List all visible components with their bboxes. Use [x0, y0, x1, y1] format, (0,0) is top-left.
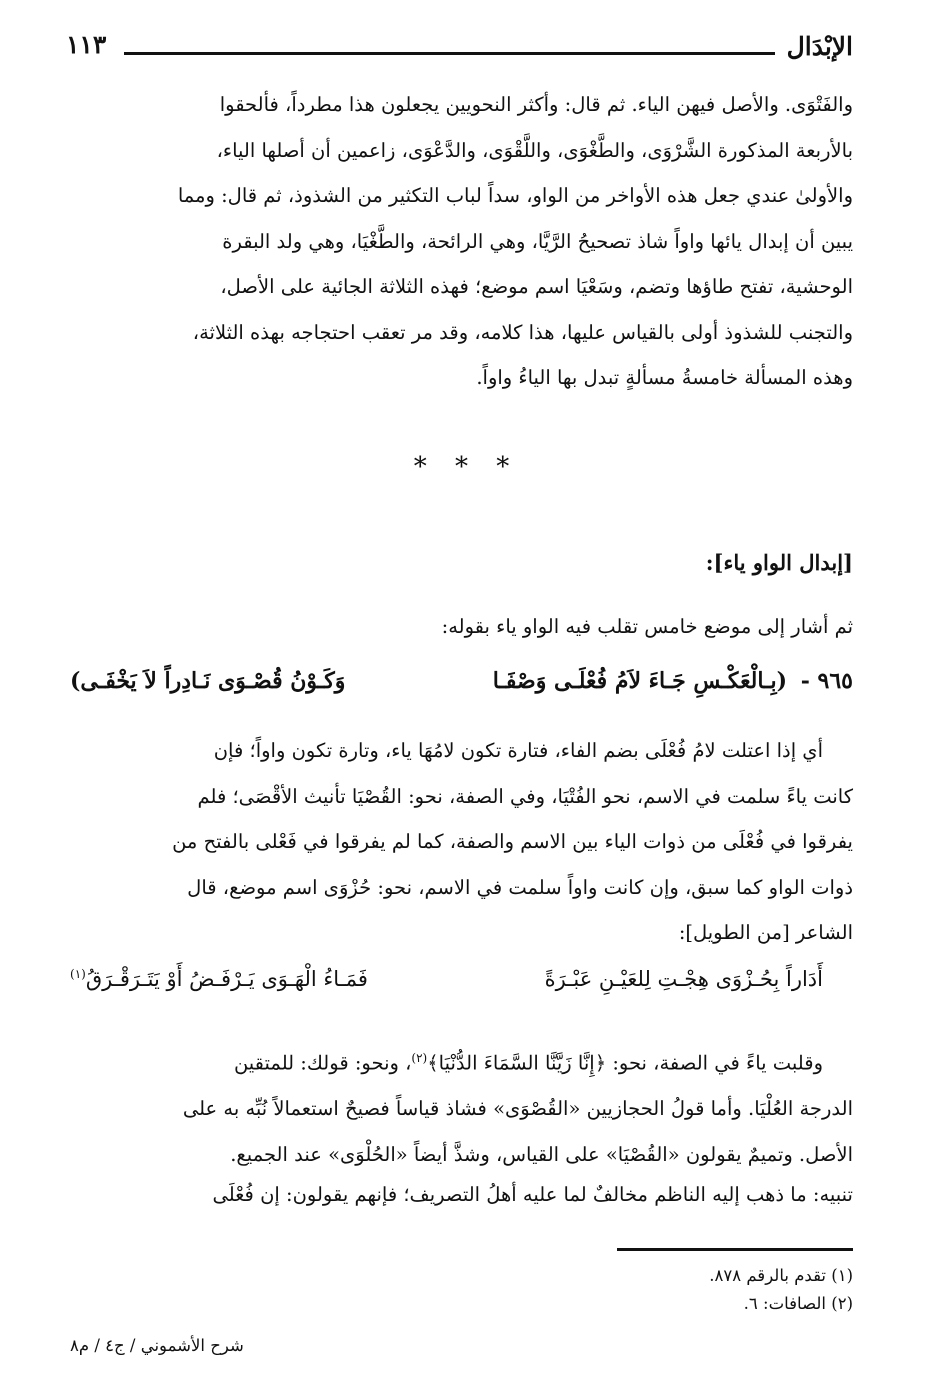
- footnote-item: (٢) الصافات: ٦.: [743, 1294, 853, 1313]
- verse-hemistich-1: (بِـالْعَكْـسِ جَـاءَ لاَمُ فُعْلَـى وَصْفَـا: [492, 668, 788, 694]
- footnote-rule: [617, 1248, 853, 1251]
- verse-965: [70, 668, 853, 694]
- text-line: أي إذا اعتلت لامُ فُعْلَى بضم الفاء، فتارة تكون لامُهَا ياء، وتارة تكون واواً؛ فإن: [213, 739, 823, 762]
- explanation-paragraph: [70, 728, 853, 956]
- text-line: والتجنب للشذوذ أولى بالقياس عليها، هذا كلامه، وقد مر تعقب احتجاجه بهذه الثلاثة،: [192, 320, 853, 344]
- text-line: والفَتْوَى. والأصل فيهن الياء. ثم قال: وأكثر النحويين يجعلون هذا مطرداً، فألحقوا: [219, 93, 853, 116]
- running-header: [66, 32, 853, 66]
- footnotes: [709, 1262, 853, 1318]
- text-line: وهذه المسألة خامسةُ مسألةٍ تبدل بها الياءُ واواً.: [476, 366, 853, 389]
- text-line: [70, 1036, 853, 1177]
- text-line: الوحشية، تفتح طاؤها وتضم، وسَعْيَا اسم موضع؛ فهذه الثلاثة الجائية على الأصل،: [220, 275, 853, 298]
- footnote-ref-1: (١): [70, 967, 86, 981]
- header-rule: [124, 52, 775, 55]
- chapter-title: الإبْدَال: [786, 32, 853, 61]
- text-line: يبين أن إبدال يائها واواً شاذ تصحيحُ الرَّيَّا، وهي الرائحة، والطَّغْيَا، وهي ولد البقرة: [222, 229, 853, 253]
- footnote-ref-2: (٢): [411, 1051, 428, 1065]
- text-line: الأصل. وتميمٌ يقولون «القُصْيَا» على القياس، وشذَّ أيضاً «الحُلْوَى» عند الجميع.: [230, 1142, 853, 1166]
- quran-citation: وقلبت ياءً في الصفة، نحو: ﴿إِنَّا زَيَّنَّا السَّمَاءَ الدُّنْيَا﴾: [427, 1051, 823, 1075]
- section-heading: [إبدال الواو ياء]:: [705, 550, 853, 575]
- poem-hemistich-2-wrap: [70, 967, 368, 991]
- text-line: والأولىٰ عندي جعل هذه الأواخر من الواو، سداً لباب التكثير من الشذوذ، ثم قال: ومما: [177, 184, 853, 207]
- text-line: كانت ياءً سلمت في الاسم، نحو الفُتْيَا، وفي الصفة، نحو: القُصْيَا تأنيث الأقْصَى؛ فلم: [197, 784, 853, 808]
- page-footer: شرح الأشموني / ج٤ / م٨: [70, 1336, 244, 1355]
- note-paragraph: [70, 1172, 853, 1218]
- text-line: بالأربعة المذكورة الشَّرْوَى، والطَّغْوَى، واللَّقْوَى، والدَّعْوَى، زاعمين أن أصلها الياء،: [216, 138, 853, 162]
- text-line: الدرجة العُلْيَا. وأما قولُ الحجازيين «القُصْوَى» فشاذ قياساً فصيحٌ استعمالاً نُبِّه به على: [182, 1097, 853, 1120]
- footnote-item: (١) تقدم بالرقم ٨٧٨.: [709, 1266, 853, 1285]
- page-number: ١١٣: [66, 30, 107, 59]
- section-separator: * * *: [413, 452, 520, 482]
- lead-line: ثم أشار إلى موضع خامس تقلب فيه الواو ياء بقوله:: [441, 615, 853, 638]
- text-line: ذوات الواو كما سبق، وإن كانت واواً سلمت في الاسم، نحو: حُزْوَى اسم موضع، قال: [187, 875, 853, 899]
- poem-hemistich-2: فَمَـاءُ الْهَـوَى يَـرْفَـضُ أَوْ يَتَـرَقْـرَقُ: [85, 967, 368, 991]
- text-line: الشاعر [من الطويل]:: [678, 921, 853, 944]
- text-fragment: ، ونحو: قولك: للمتقين: [233, 1051, 412, 1075]
- poem-hemistich-1: أَدَاراً بِحُـزْوَى هِجْـتِ لِلعَيْـنِ عَبْـرَةً: [544, 967, 823, 991]
- note-line: تنبيه: ما ذهب إليه الناظم مخالفٌ لما عليه أهلُ التصريف؛ فإنهم يقولون: إن فُعْلَى: [212, 1183, 853, 1206]
- intro-paragraph: [70, 82, 853, 401]
- rest-paragraph: [70, 1036, 853, 1185]
- verse-hemistich-2: وَكَـوْنُ قُصْـوَى نَـادِراً لاَ يَخْفَـى): [70, 668, 346, 694]
- verse-number: ٩٦٥ -: [800, 668, 853, 694]
- text-line: يفرقوا في فُعْلَى من ذوات الياء بين الاسم والصفة، كما لم يفرقوا في فَعْلى بالفتح من: [172, 830, 853, 853]
